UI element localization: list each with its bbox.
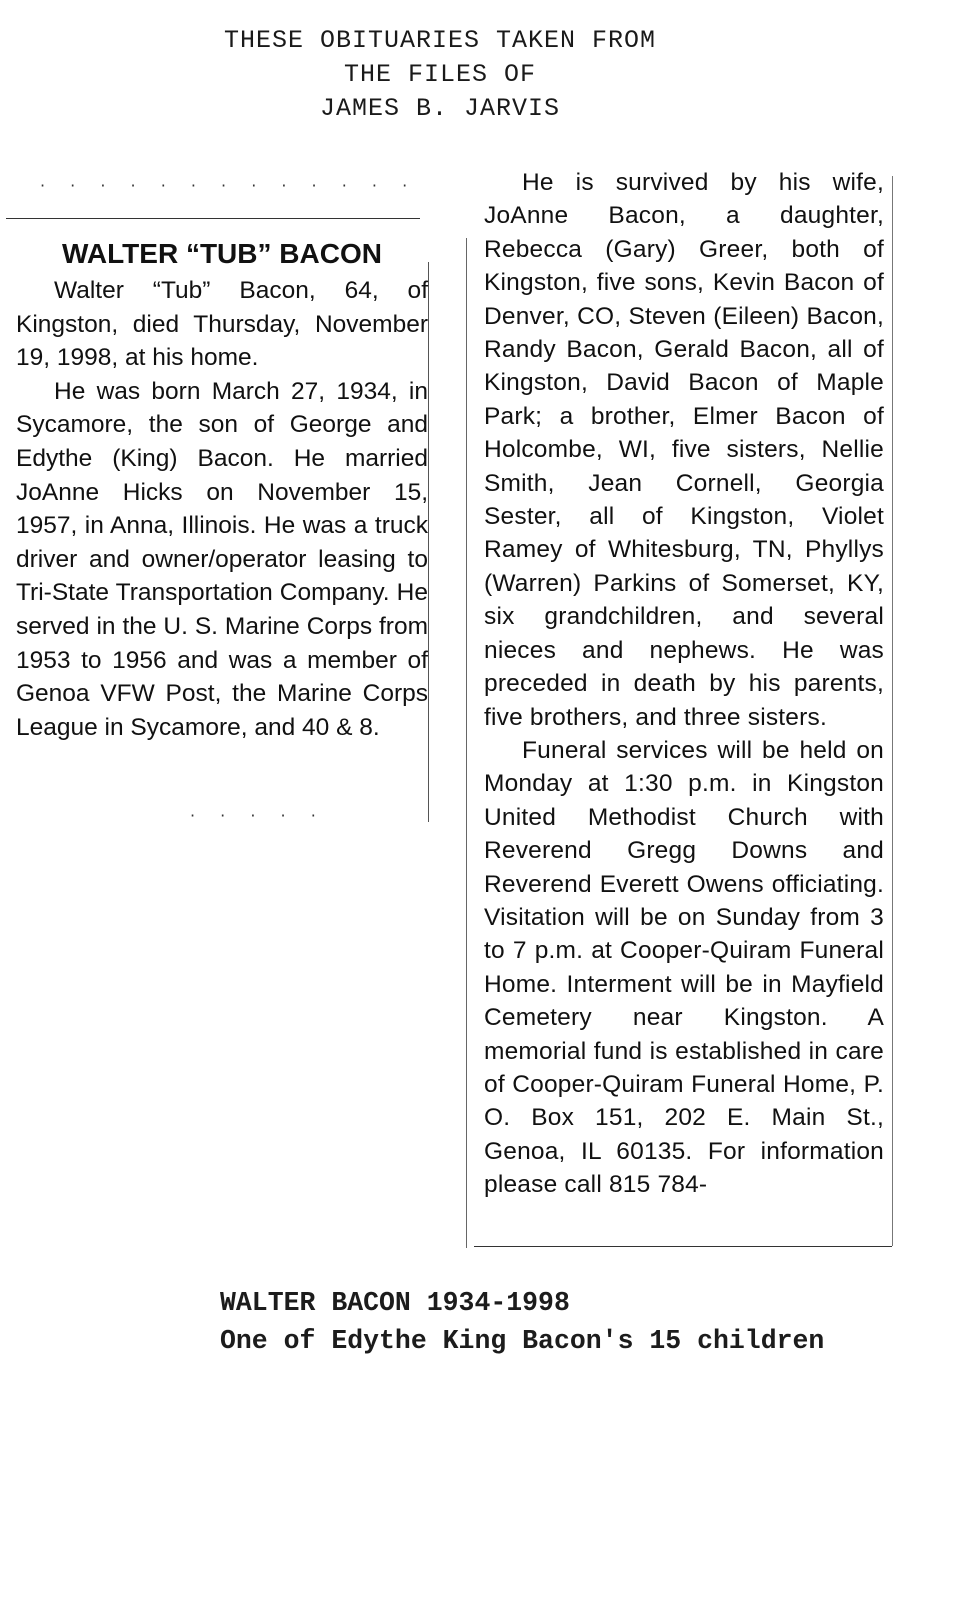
clip-edge-right-col-right [892, 176, 893, 1246]
clip-edge-top-left [6, 218, 420, 219]
caption-line-2: One of Edythe King Bacon's 15 children [220, 1326, 825, 1356]
obituary-paragraph: Walter “Tub” Bacon, 64, of Kingston, died Thursday, November 19, 1998, at his home. [16, 277, 428, 372]
typed-caption [220, 1284, 920, 1360]
clip-edge-right-col-left [466, 238, 467, 1248]
clip-dots-bottom: · · · · · [190, 806, 326, 825]
header-note [0, 24, 880, 126]
obituary-paragraph: He was born March 27, 1934, in Sycamore, the son of George and Edythe (King) Bacon. He married JoAnne Hicks on November 15, 1957, in Anna, Illinois. He was a truck driver and owner/operator leasing to Tri-State Transportation Company. He served in the U. S. Marine Corps from 1953 to 1956 and was a member of Genoa VFW Post, the Marine Corps League in Sycamore, and 40 & 8. [16, 377, 428, 741]
obituary-paragraph: Funeral services will be held on Monday at 1:30 p.m. in Kingston United Methodist Church with Reverend Gregg Downs and Reverend Everett Owens officiating. Visitation will be on Sunday from 3 to 7 p.m. at Cooper-Quiram Funeral Home. Interment will be in Mayfield Cemetery near Kingston. A memorial fund is established in care of Cooper-Quiram Funeral Home, P. O. Box 151, 202 E. Main St., Genoa, IL 60135. For information please call 815 784- [484, 736, 884, 1199]
clip-edge-left-col-right [428, 262, 429, 822]
obituary-paragraph: He is survived by his wife, JoAnne Bacon, a daughter, Rebecca (Gary) Greer, both of Kingston, five sons, Kevin Bacon of Denver, CO, Steven (Eileen) Bacon, Randy Bacon, Gerald Bacon, all of Kingston, David Bacon of Maple Park; a brother, Elmer Bacon of Holcombe, WI, five sisters, Nellie Smith, Jean Cornell, Georgia Sester, all of Kingston, Violet Ramey of Whitesburg, TN, Phyllys (Warren) Parkins of Somerset, KY, six grandchildren, and several nieces and nephews. He was preceded in death by his parents, five brothers, and three sisters. [484, 169, 884, 731]
caption-line-1: WALTER BACON 1934-1998 [220, 1288, 570, 1318]
obituary-headline: WALTER “TUB” BACON [62, 238, 382, 269]
obituary-left-column [16, 236, 428, 744]
obituary-right-column [484, 166, 884, 1202]
clip-edge-bottom [474, 1246, 892, 1247]
header-line-3: JAMES B. JARVIS [319, 94, 561, 123]
clip-dots-top: · · · · · · · · · · · · · [40, 176, 418, 195]
header-line-1: THESE OBITUARIES TAKEN FROM [223, 26, 657, 55]
header-line-2: THE FILES OF [343, 60, 537, 89]
